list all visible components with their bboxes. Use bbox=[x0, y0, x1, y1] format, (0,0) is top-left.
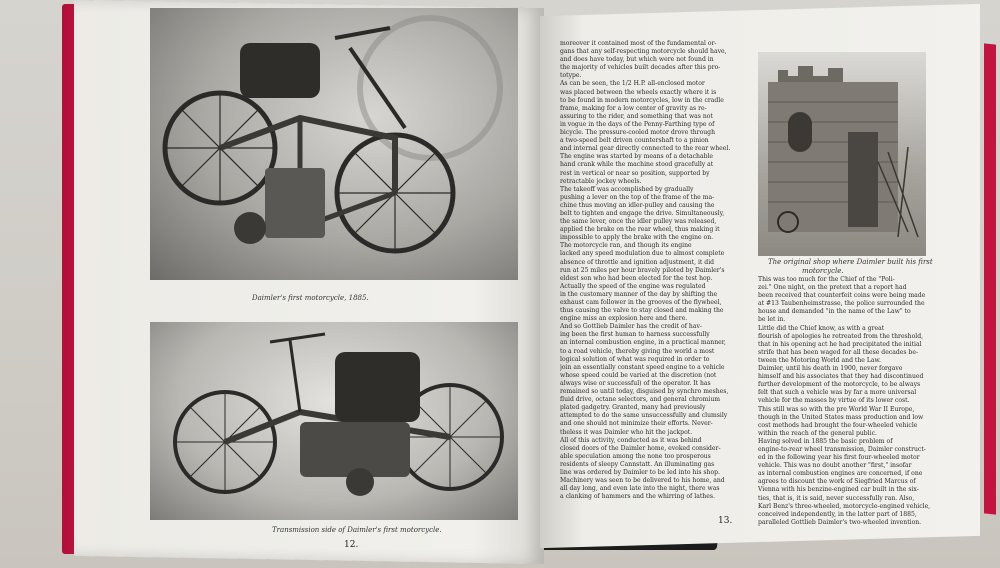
article-text-line: The takeoff was accomplished by gradually bbox=[560, 185, 694, 193]
article-text-line: applied the brake on the rear wheel, thus making it bbox=[560, 226, 720, 234]
article-text-line: whose speed could be varied at the discretion (not bbox=[560, 371, 717, 379]
article-text-line: The motorcycle ran, and though its engine bbox=[560, 242, 692, 250]
workshop-photo bbox=[758, 52, 926, 256]
motorcycle-photo-top bbox=[150, 8, 518, 280]
article-text-line: always wise or successful) of the operator. It has bbox=[560, 379, 711, 387]
article-text-line: gans that any self-respecting motorcycle should have, bbox=[560, 48, 727, 56]
article-text-line: rest in vertical or near so position, supported by bbox=[560, 169, 710, 177]
workshop-caption-line-2: motorcycle. bbox=[802, 267, 844, 275]
left-page-number: 12. bbox=[344, 540, 359, 550]
article-text-line: Vienna with his benzine-engined car built in the six- bbox=[758, 486, 919, 494]
article-text-line: fluid drive, octane selectors, and general chromium bbox=[560, 396, 721, 404]
article-text-line: a two-speed belt driven countershaft to a pinion bbox=[560, 137, 709, 145]
article-text-line: conceived independently, in the latter part of 1885, bbox=[758, 510, 917, 518]
article-text-line: impossible to apply the brake with the engine on. bbox=[560, 234, 714, 242]
article-text-line: eldest son who had been elected for the test hop. bbox=[560, 274, 713, 282]
article-text-line: be let in. bbox=[758, 316, 786, 324]
article-text-line: exhaust cam follower in the grooves of the flywheel, bbox=[560, 299, 722, 306]
article-text-line: totype. bbox=[560, 72, 582, 80]
article-text-line: join an essentially constant speed engine to a vehicle bbox=[560, 363, 725, 371]
article-text-line: paralleled Gottlieb Daimler's two-wheeled invention. bbox=[758, 518, 922, 526]
article-text-line: retractable jockey wheels. bbox=[560, 177, 642, 185]
article-text-line: theless it was Daimler who hit the jackpot. bbox=[560, 428, 693, 436]
article-text-line: a clanking of hammers and the whirring of lathes. bbox=[560, 493, 715, 501]
article-text-line: And so Gottlieb Daimler has the credit of hav- bbox=[560, 323, 702, 331]
article-column-right bbox=[758, 276, 948, 528]
article-text-line: chine thus moving an idler-pulley and causing the bbox=[560, 201, 715, 209]
article-text-line: himself and his associates that they had discontinued bbox=[758, 373, 924, 381]
article-text-line: This still was so with the pre World War II Europe, bbox=[758, 405, 915, 413]
article-text-line: thus causing the valve to stay closed and making the bbox=[560, 307, 724, 315]
article-text-line: to a road vehicle, thereby giving the world a most bbox=[560, 347, 715, 355]
top-photo-caption: Daimler's first motorcycle, 1885. bbox=[252, 294, 369, 302]
article-text-line: As can be seen, the 1/2 H.P. all-enclosed motor bbox=[560, 80, 705, 88]
article-text-line: the same lever, once the idler pulley was released, bbox=[560, 218, 717, 226]
article-text-line: frame, making for a low center of gravity as re- bbox=[560, 104, 707, 112]
article-text-line: assuring to the rider, and something that was not bbox=[560, 112, 713, 120]
article-text-line: absence of throttle and ignition adjustment, it did bbox=[560, 258, 715, 266]
article-text-line: to be found in modern motorcycles, low in the cradle bbox=[560, 96, 724, 104]
article-text-line: engine miss an explosion here and there. bbox=[560, 315, 688, 323]
article-text-line: zei." One night, on the pretext that a report had bbox=[758, 284, 907, 292]
article-text-line: logical solution of what was required in order to bbox=[560, 355, 710, 363]
article-text-line: ed in the following year his first four-wheeled motor bbox=[758, 454, 920, 462]
article-text-line: The engine was started by means of a detachable bbox=[560, 153, 714, 161]
article-text-line: Machinery was seen to be delivered to his home, and bbox=[560, 477, 725, 485]
article-text-line: agrees to discount the work of Siegfried Marcus of bbox=[758, 478, 916, 486]
article-text-line: that in his opening act he had precipitated the initial bbox=[758, 340, 922, 348]
article-text-line: within the reach of the general public. bbox=[758, 429, 877, 437]
article-text-line: This was too much for the Chief of the "Poli- bbox=[758, 276, 895, 283]
workshop-caption-line-1: The original shop where Daimler built his first bbox=[768, 258, 933, 266]
article-text-line: Actually the speed of the engine was regulated bbox=[560, 282, 706, 290]
article-text-line: closed doors of the Daimler home, evoked consider- bbox=[560, 444, 721, 452]
article-text-line: house and demanded "in the name of the Law" to bbox=[758, 308, 911, 316]
article-text-line: pushing a lever on the top of the frame of the ma- bbox=[560, 193, 715, 201]
article-text-line: vehicle for the masses by virtue of its lower cost. bbox=[758, 397, 910, 405]
article-text-line: all day long, and even late into the night, there was bbox=[560, 485, 720, 493]
bottom-photo-caption: Transmission side of Daimler's first motorcycle. bbox=[272, 526, 442, 534]
motorcycle-illustration-bottom bbox=[150, 322, 518, 520]
article-text-line: as internal combustion engines are concerned, if one bbox=[758, 470, 923, 478]
article-text-line: Little did the Chief know, as with a great bbox=[758, 324, 885, 332]
article-text-line: Having solved in 1885 the basic problem of bbox=[758, 437, 893, 445]
article-text-line: strife that has been waged for all these decades be- bbox=[758, 348, 919, 356]
article-text-line: able speculation among the none too prosperous bbox=[560, 452, 711, 460]
article-text-line: moreover it contained most of the fundamental or- bbox=[560, 40, 717, 47]
article-text-line: felt that such a vehicle was by far a more universal bbox=[758, 389, 917, 397]
article-text-line: and does have today, but which were not found in bbox=[560, 56, 714, 64]
article-text-line: been received that counterfeit coins were being made bbox=[758, 292, 926, 300]
open-book bbox=[62, 4, 992, 560]
article-text-line: tween the Motoring World and the Law. bbox=[758, 356, 881, 364]
article-text-line: bicycle. The pressure-cooled motor drove through bbox=[560, 129, 715, 137]
article-text-line: engine-to-rear wheel transmission, Daimler construct- bbox=[758, 445, 926, 453]
article-text-line: plated gadgetry. Granted, many had previously bbox=[560, 404, 706, 412]
article-text-line: and one should not minimize their efforts. Never- bbox=[560, 420, 713, 428]
article-text-line: in vogue in the days of the Penny-Farthing type of bbox=[560, 120, 715, 128]
article-text-line: ing been the first human to harness successfully bbox=[560, 331, 710, 339]
article-text-line: run at 25 miles per hour bravely piloted by Daimler's bbox=[560, 266, 725, 274]
book-cover-edge bbox=[984, 43, 996, 514]
article-text-line: line was ordered by Daimler to be led into his shop. bbox=[560, 468, 720, 476]
article-text-line: further development of the motorcycle, to be always bbox=[758, 381, 921, 389]
article-text-line: vehicle. This was no doubt another "first," insofar bbox=[758, 462, 912, 470]
article-text-line: ties, that is, it is said, never successfully ran. Also, bbox=[758, 494, 915, 502]
article-text-line: in the customary manner of the day by shifting the bbox=[560, 290, 718, 298]
article-text-line: at #13 Taubenheimstrasse, the police surrounded the bbox=[758, 300, 925, 308]
workshop-illustration bbox=[758, 52, 926, 256]
article-text-line: All of this activity, conducted as it was behind bbox=[560, 436, 702, 444]
motorcycle-photo-bottom bbox=[150, 322, 518, 520]
article-text-line: cost methods had brought the four-wheeled vehicle bbox=[758, 421, 918, 429]
article-text-line: hand crank while the machine stood gracefully at bbox=[560, 161, 714, 169]
article-text-line: attempted to do the same unsuccessfully and clumsily bbox=[560, 412, 728, 420]
article-text-line: though in the United States mass production and low bbox=[758, 413, 924, 421]
article-text-line: remained so until today, disguised by synchro meshes, bbox=[560, 388, 729, 396]
article-text-line: the majority of vehicles built decades after this pro- bbox=[560, 64, 721, 72]
article-text-line: Karl Benz's three-wheeled, motorcycle-engined vehicle, bbox=[758, 502, 931, 510]
article-text-line: was placed between the wheels exactly where it is bbox=[560, 88, 717, 96]
article-text-line: lacked any speed modulation due to almost complete bbox=[560, 250, 725, 258]
article-text-line: flourish of apologies he retreated from the threshold, bbox=[758, 332, 924, 340]
article-text-line: and internal gear directly connected to the rear wheel. bbox=[560, 145, 731, 153]
article-column-left bbox=[560, 40, 750, 528]
article-text-line: belt to tighten and engage the drive. Simultaneously, bbox=[560, 209, 725, 217]
article-text-line: an internal combustion engine, in a practical manner, bbox=[560, 339, 726, 347]
article-text-line: residents of sleepy Cannstatt. An illuminating gas bbox=[560, 460, 715, 468]
article-text-line: Daimler, until his death in 1900, never forgave bbox=[758, 365, 903, 373]
right-page-number: 13. bbox=[718, 516, 733, 526]
motorcycle-illustration-top bbox=[150, 8, 518, 280]
